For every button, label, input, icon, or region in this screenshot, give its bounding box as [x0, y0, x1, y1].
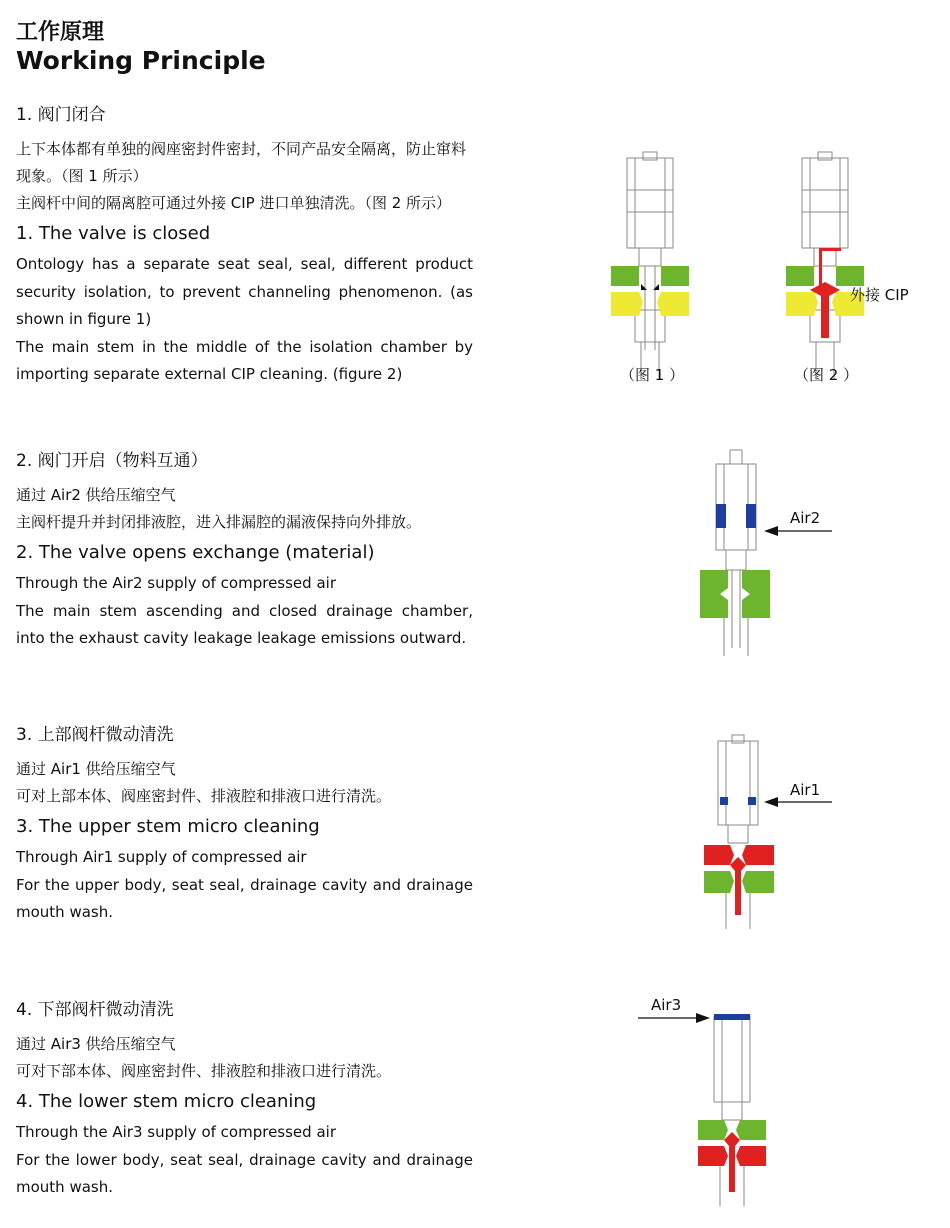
valve-figure-air1	[690, 733, 840, 933]
air3-label: Air3	[651, 996, 682, 1014]
section-text-cn: 通过 Air3 供给压缩空气	[16, 1035, 176, 1053]
section-heading-cn: 1. 阀门闭合	[16, 105, 106, 125]
section-2	[16, 448, 473, 653]
valve-figure-1	[605, 150, 695, 390]
section-text-en: Through the Air3 supply of compressed air	[16, 1123, 336, 1141]
section-text-en: For the upper body, seat seal, drainage cavity and drainage mouth wash.	[16, 875, 473, 921]
section-text-cn: 通过 Air1 供给压缩空气	[16, 760, 176, 778]
section-1	[16, 102, 473, 389]
air1-label: Air1	[790, 781, 821, 799]
air2-label: Air2	[790, 509, 821, 527]
figure-1-caption: （图 1 ）	[620, 366, 685, 384]
cip-label: 外接 CIP	[850, 286, 909, 304]
page-title-cn: 工作原理	[16, 20, 105, 45]
section-heading-en: 2. The valve opens exchange (material)	[16, 542, 375, 563]
section-text-cn: 上下本体都有单独的阀座密封件密封，不同产品安全隔离，防止窜料现象。（图 1 所示）	[16, 140, 467, 185]
section-3	[16, 722, 473, 927]
valve-figure-2	[780, 150, 870, 390]
section-text-en: Through Air1 supply of compressed air	[16, 848, 307, 866]
section-text-cn: 可对下部本体、阀座密封件、排液腔和排液口进行清洗。	[16, 1062, 392, 1080]
section-heading-cn: 4. 下部阀杆微动清洗	[16, 1000, 174, 1020]
section-heading-cn: 2. 阀门开启（物料互通）	[16, 451, 208, 471]
section-heading-en: 1. The valve is closed	[16, 223, 211, 244]
valve-figure-air3	[636, 1000, 786, 1210]
valve-figure-air2	[690, 448, 840, 660]
section-text-cn: 主阀杆中间的隔离腔可通过外接 CIP 进口单独清洗。（图 2 所示）	[16, 194, 452, 212]
section-text-en: The main stem ascending and closed drainage chamber, into the exhaust cavity leakage leakage emissions outward.	[16, 601, 473, 647]
section-text-en: Ontology has a separate seat seal, seal, different product security isolation, to prevent channeling phenomenon. (as shown in figure 1)	[16, 255, 473, 328]
section-text-cn: 主阀杆提升并封闭排液腔，进入排漏腔的漏液保持向外排放。	[16, 513, 422, 531]
section-text-cn: 通过 Air2 供给压缩空气	[16, 486, 176, 504]
section-4	[16, 997, 473, 1202]
section-text-en: Through the Air2 supply of compressed air	[16, 574, 336, 592]
section-heading-en: 3. The upper stem micro cleaning	[16, 816, 320, 837]
section-heading-cn: 3. 上部阀杆微动清洗	[16, 725, 174, 745]
page-title-en: Working Principle	[16, 46, 266, 75]
section-text-en: For the lower body, seat seal, drainage cavity and drainage mouth wash.	[16, 1150, 473, 1196]
figure-2-caption: （图 2 ）	[794, 366, 859, 384]
section-heading-en: 4. The lower stem micro cleaning	[16, 1091, 317, 1112]
section-text-cn: 可对上部本体、阀座密封件、排液腔和排液口进行清洗。	[16, 787, 392, 805]
section-text-en: The main stem in the middle of the isolation chamber by importing separate external CIP cleaning. (figure 2)	[16, 337, 473, 383]
